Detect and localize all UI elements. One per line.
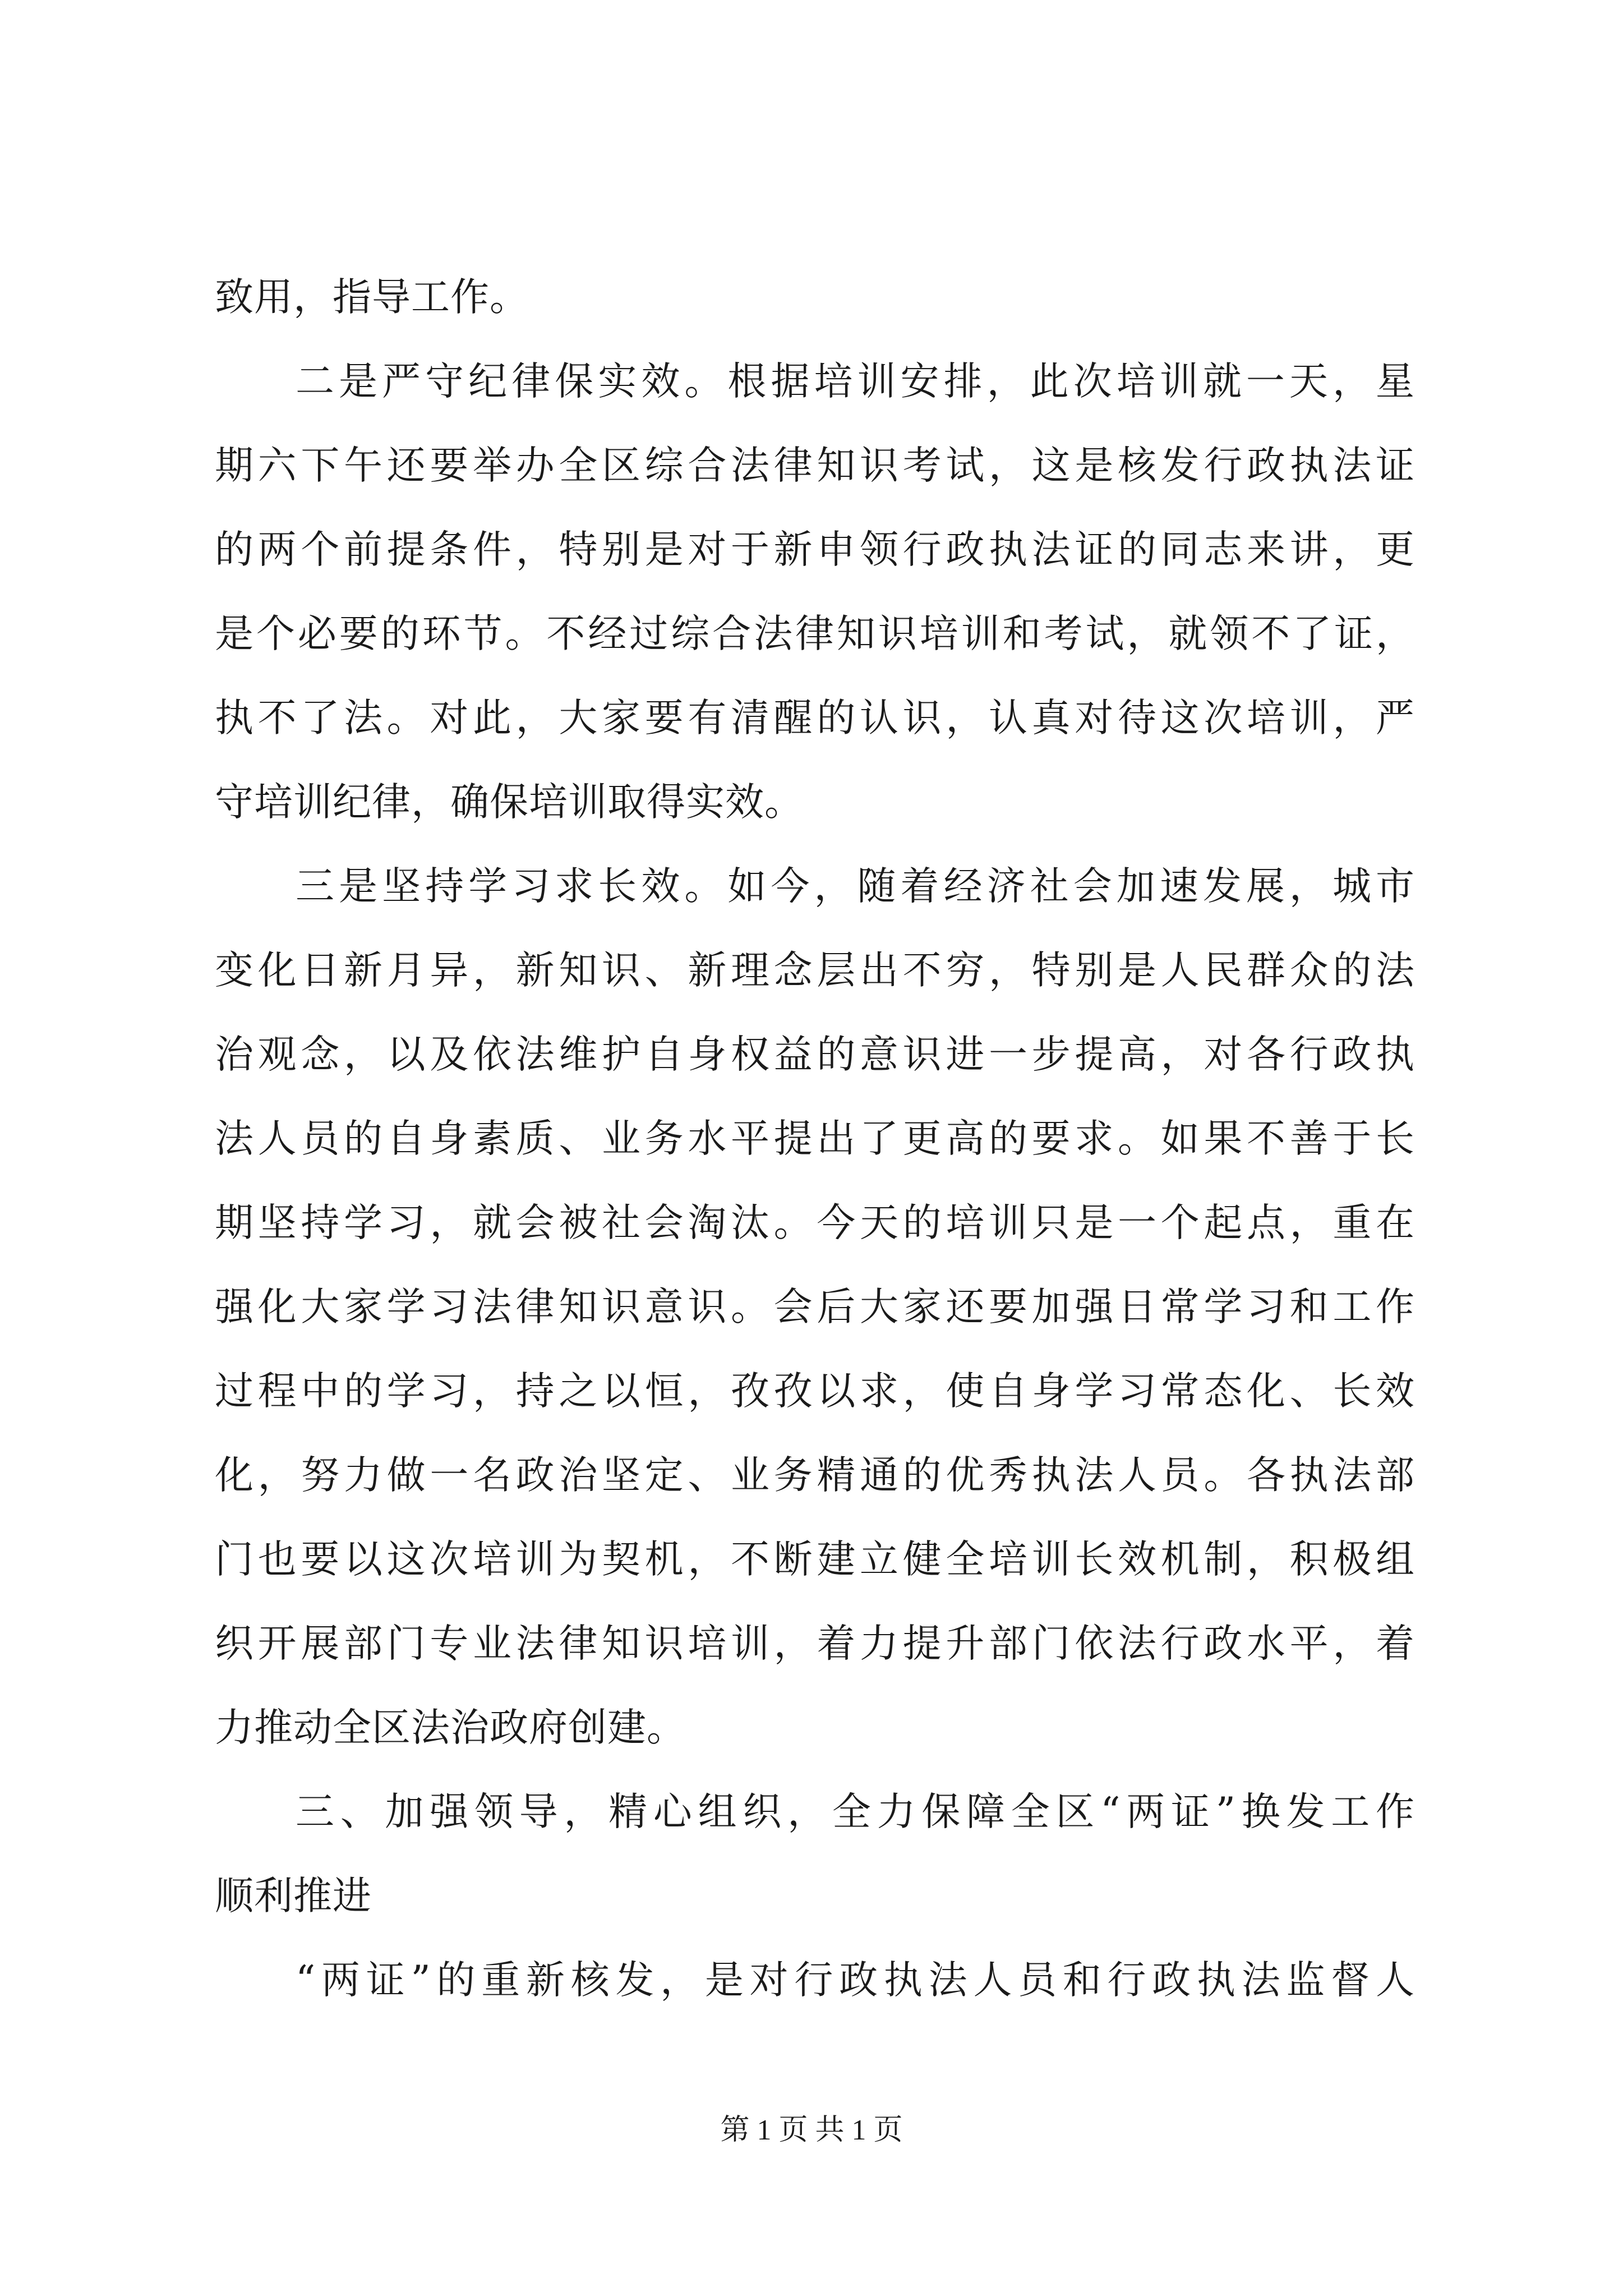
section-heading-line-2: 顺利推进 [215, 1874, 372, 1918]
paragraph-3-line-5: 期坚持学习，就会被社会淘汰。今天的培训只是一个起点，重在 [215, 1200, 1415, 1245]
text-line-1: 致用，指导工作。 [215, 275, 529, 320]
paragraph-3-line-10: 织开展部门专业法律知识培训，着力提升部门依法行政水平，着 [215, 1621, 1415, 1666]
paragraph-3-line-8: 化，努力做一名政治坚定、业务精通的优秀执法人员。各执法部 [215, 1453, 1415, 1498]
page-number-footer: 第 1 页 共 1 页 [720, 2114, 903, 2146]
paragraph-4-line-1: “两证”的重新核发，是对行政执法人员和行政执法监督人 [296, 1958, 1415, 2003]
paragraph-3-line-6: 强化大家学习法律知识意识。会后大家还要加强日常学习和工作 [215, 1285, 1415, 1329]
paragraph-3-line-7: 过程中的学习，持之以恒，孜孜以求，使自身学习常态化、长效 [215, 1369, 1415, 1414]
paragraph-3-line-11: 力推动全区法治政府创建。 [215, 1705, 686, 1750]
paragraph-3-line-2: 变化日新月异，新知识、新理念层出不穷，特别是人民群众的法 [215, 948, 1415, 993]
paragraph-2-line-6: 守培训纪律，确保培训取得实效。 [215, 780, 804, 825]
paragraph-3-line-1: 三是坚持学习求长效。如今，随着经济社会加速发展，城市 [296, 864, 1415, 909]
paragraph-2-line-2: 期六下午还要举办全区综合法律知识考试，这是核发行政执法证 [215, 443, 1415, 488]
paragraph-2-line-4: 是个必要的环节。不经过综合法律知识培训和考试，就领不了证， [215, 611, 1415, 656]
paragraph-3-line-4: 法人员的自身素质、业务水平提出了更高的要求。如果不善于长 [215, 1116, 1415, 1161]
paragraph-2-line-5: 执不了法。对此，大家要有清醒的认识，认真对待这次培训，严 [215, 696, 1415, 740]
paragraph-2-line-3: 的两个前提条件，特别是对于新申领行政执法证的同志来讲，更 [215, 527, 1415, 572]
paragraph-3-line-3: 治观念，以及依法维护自身权益的意识进一步提高，对各行政执 [215, 1032, 1415, 1077]
paragraph-2-line-1: 二是严守纪律保实效。根据培训安排，此次培训就一天，星 [296, 359, 1415, 404]
section-heading-line-1: 三、加强领导，精心组织，全力保障全区“两证”换发工作 [296, 1789, 1415, 1834]
paragraph-3-line-9: 门也要以这次培训为契机，不断建立健全培训长效机制，积极组 [215, 1537, 1415, 1582]
